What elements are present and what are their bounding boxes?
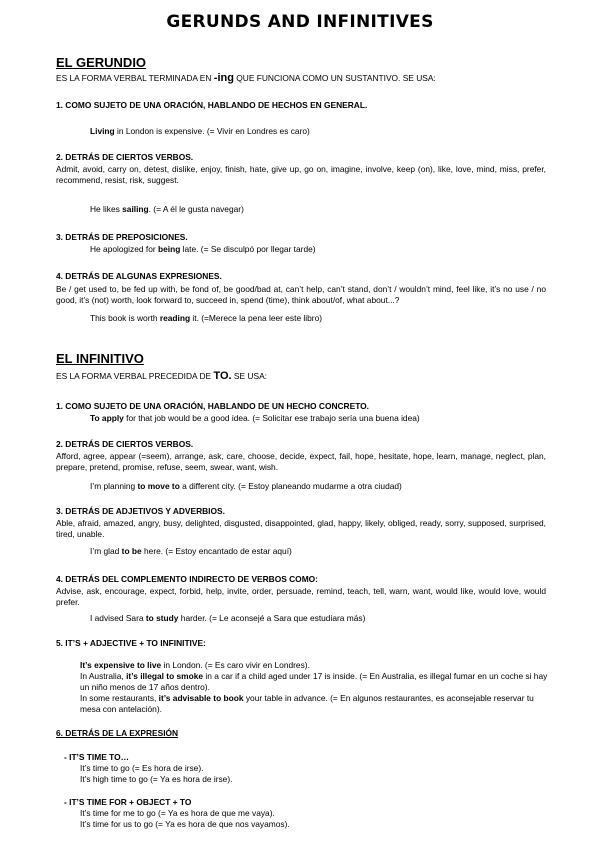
gerund-s4-a: This book is worth [90, 313, 160, 323]
infinitive-s1-rest: for that job would be a good idea. (= Solicitar ese trabajo sería una buena idea) [123, 413, 420, 423]
gerund-section-2-list: Admit, avoid, carry on, detest, dislike, enjoy, finish, hate, give up, go on, imagine, involve, keep (on), like, love, mind, miss, prefer, recommend, resist, risk, suggest. [56, 164, 546, 185]
infinitive-heading: EL INFINITIVO [56, 351, 144, 366]
infinitive-s3-a: I’m glad [90, 546, 122, 556]
infinitive-s5-ex2-b: in a car if a child aged under 17 is inside. (= En Australia, es illegal fumar en un coche si hay un niño menos de 17 años dentro). [80, 671, 548, 692]
infinitive-s5-ex1-bold: It’s expensive to live [80, 660, 162, 670]
infinitive-s3-b: here. (= Estoy encantado de estar aquí) [141, 546, 292, 556]
gerund-s3-b: late. (= Se disculpó por llegar tarde) [180, 244, 316, 254]
infinitive-s6b-ex1: It’s time for me to go (= Ya es hora de que me vaya). [80, 808, 275, 818]
infinitive-s6b-ex2: It’s time for us to go (= Ya es hora de que nos vayamos). [80, 819, 290, 829]
gerund-s3-a: He apologized for [90, 244, 158, 254]
infinitive-s2-b: a different city. (= Estoy planeando mudarme a otra ciudad) [179, 481, 402, 491]
infinitive-section-2-list: Afford, agree, appear (=seem), arrange, ask, care, choose, decide, expect, fail, hope, hesitate, hope, learn, manage, neglect, plan, prepare, pretend, promise, refuse, seem, swear, want, wish. [56, 451, 546, 472]
gerund-intro-text-end: QUE FUNCIONA COMO UN SUSTANTIVO. SE USA: [233, 73, 436, 83]
infinitive-s5-ex1-rest: in London. (= Es caro vivir en Londres). [161, 660, 310, 670]
infinitive-section-3-list: Able, afraid, amazed, angry, busy, delighted, disgusted, disappointed, glad, happy, likely, obliged, ready, sorry, supposed, surprised, tired, unable. [56, 518, 546, 539]
infinitive-section-4-list: Advise, ask, encourage, expect, forbid, help, invite, order, persuade, remind, teach, tell, warn, want, would like, would love, would prefer. [56, 586, 546, 607]
infinitive-s5-ex2-bold: it’s illegal to smoke [126, 671, 204, 681]
infinitive-intro-text: ES LA FORMA VERBAL PRECEDIDA DE [56, 371, 214, 381]
infinitive-s6a-ex2: It’s high time to go (= Ya es hora de irse). [80, 774, 233, 784]
gerund-s1-rest: in London is expensive. (= Vivir en Londres es caro) [114, 126, 310, 136]
infinitive-s5-ex2-a: In Australia, [80, 671, 127, 681]
infinitive-s5-ex3-b: your table in advance. (= En algunos restaurantes, es aconsejable reservar tu mesa con antelación). [80, 693, 534, 714]
infinitive-s1-bold: To apply [90, 413, 124, 423]
infinitive-s5-example-2 [80, 671, 550, 693]
gerund-s4-b: it. (=Merece la pena leer este libro) [190, 313, 323, 323]
infinitive-s5-ex3-bold: it’s advisable to book [158, 693, 244, 703]
gerund-section-4-title: 4. DETRÁS DE ALGUNAS EXPRESIONES. [56, 271, 222, 281]
gerund-s2-a: He likes [90, 204, 123, 214]
infinitive-section-6a-examples [80, 763, 550, 785]
infinitive-intro-text-end: SE USA: [231, 371, 267, 381]
gerund-s1-bold: Living [90, 126, 115, 136]
gerund-section-4-list: Be / get used to, be fed up with, be fond of, be good/bad at, can’t help, can’t stand, don’t / wouldn’t mind, feel like, it’s no use / no good, it’s (not) worth, look forward to, succeed in, spend (time), think about/of, what about...? [56, 284, 546, 305]
gerund-section-1-example [90, 126, 310, 137]
infinitive-s5-example-3 [80, 693, 550, 715]
gerund-section-1-title: 1. COMO SUJETO DE UNA ORACIÓN, HABLANDO DE HECHOS EN GENERAL. [56, 100, 368, 110]
infinitive-s4-a: I advised Sara [90, 613, 146, 623]
gerund-section-2-example [90, 204, 244, 215]
infinitive-section-5-title: 5. IT’S + ADJECTIVE + TO INFINITIVE: [56, 638, 206, 648]
infinitive-section-3-example [90, 546, 292, 557]
infinitive-section-1-example [90, 413, 420, 424]
gerund-section-3-title: 3. DETRÁS DE PREPOSICIONES. [56, 232, 188, 242]
gerund-section-3-example [90, 244, 316, 255]
gerund-section-4-example [90, 313, 322, 324]
gerund-s2-bold: sailing [122, 204, 149, 214]
infinitive-s3-bold: to be [121, 546, 142, 556]
infinitive-s5-example-1 [80, 660, 550, 671]
page-title: GERUNDS AND INFINITIVES [166, 12, 434, 32]
infinitive-intro-marker: TO. [213, 370, 232, 382]
gerund-s2-b: . (= A él le gusta navegar) [148, 204, 244, 214]
infinitive-intro [56, 371, 267, 382]
gerund-heading: EL GERUNDIO [56, 55, 147, 70]
gerund-section-2-title: 2. DETRÁS DE CIERTOS VERBOS. [56, 152, 194, 162]
infinitive-section-6a-title: - IT’S TIME TO… [64, 752, 129, 762]
infinitive-s2-a: I’m planning [90, 481, 138, 491]
infinitive-s4-b: harder. (= Le aconsejé a Sara que estudiara más) [178, 613, 366, 623]
infinitive-section-5-examples [80, 660, 550, 715]
infinitive-s4-bold: to study [145, 613, 179, 623]
infinitive-section-3-title: 3. DETRÁS DE ADJETIVOS Y ADVERBIOS. [56, 506, 225, 516]
infinitive-section-6b-title: - IT’S TIME FOR + OBJECT + TO [64, 797, 192, 807]
infinitive-s5-ex3-a: In some restaurants, [80, 693, 159, 703]
infinitive-section-1-title: 1. COMO SUJETO DE UNA ORACIÓN, HABLANDO DE UN HECHO CONCRETO. [56, 401, 369, 411]
gerund-s3-bold: being [157, 244, 181, 254]
infinitive-s2-bold: to move to [137, 481, 180, 491]
infinitive-section-4-title: 4. DETRÁS DEL COMPLEMENTO INDIRECTO DE VERBOS COMO: [56, 574, 318, 584]
gerund-intro-text: ES LA FORMA VERBAL TERMINADA EN [56, 73, 214, 83]
infinitive-section-2-title: 2. DETRÁS DE CIERTOS VERBOS. [56, 439, 194, 449]
infinitive-s6a-ex1: It’s time to go (= Es hora de irse). [80, 763, 204, 773]
infinitive-section-6-title: 6. DETRÁS DE LA EXPRESIÓN [56, 728, 179, 738]
gerund-s4-bold: reading [159, 313, 191, 323]
gerund-intro [56, 73, 436, 84]
gerund-intro-marker: -ing [213, 72, 234, 84]
infinitive-section-4-example [90, 613, 365, 624]
infinitive-section-6b-examples [80, 808, 550, 830]
infinitive-section-2-example [90, 481, 402, 492]
